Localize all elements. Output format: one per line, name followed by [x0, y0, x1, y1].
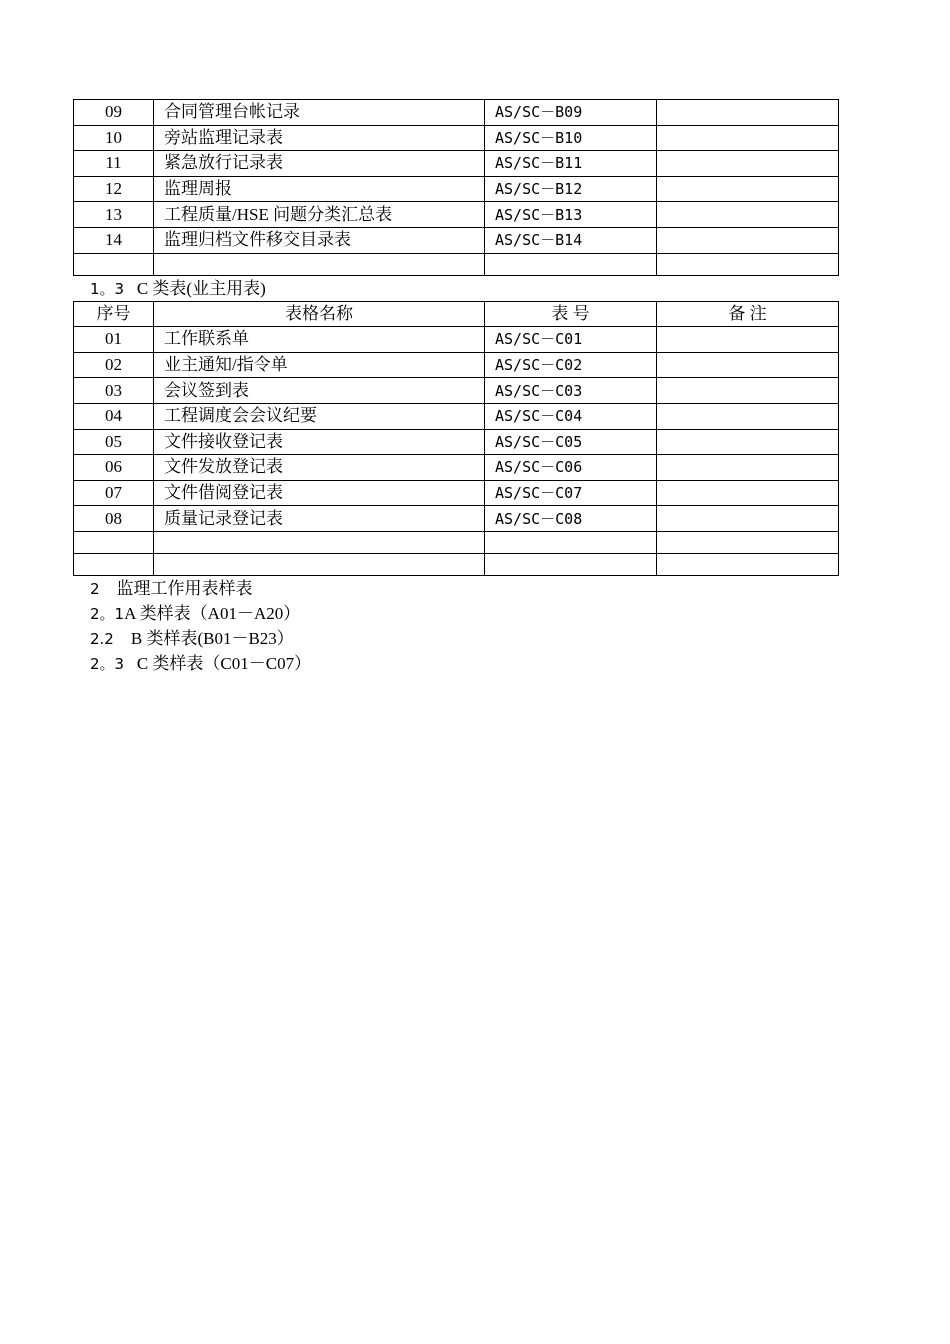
form-note: [657, 378, 839, 404]
table-row: [74, 227, 839, 253]
row-number: 13: [74, 202, 154, 228]
row-number: 06: [74, 455, 154, 481]
form-note: [657, 202, 839, 228]
row-number: 11: [74, 151, 154, 177]
form-code: AS/SC－B13: [485, 202, 657, 228]
row-number: 01: [74, 327, 154, 353]
form-name: 业主通知/指令单: [154, 352, 485, 378]
form-name: 文件发放登记表: [154, 455, 485, 481]
form-code: [485, 553, 657, 575]
row-number: 08: [74, 506, 154, 532]
form-note: [657, 455, 839, 481]
form-code: AS/SC－B10: [485, 125, 657, 151]
form-note: [657, 506, 839, 532]
form-note: [657, 352, 839, 378]
section-number: 2.2: [90, 629, 114, 648]
form-name: 会议签到表: [154, 378, 485, 404]
form-note: [657, 553, 839, 575]
row-number: [74, 253, 154, 275]
header-code: 表 号: [485, 301, 657, 327]
form-note: [657, 253, 839, 275]
row-number: [74, 553, 154, 575]
table-row: [74, 429, 839, 455]
form-name: 文件借阅登记表: [154, 480, 485, 506]
table-row: [74, 378, 839, 404]
form-code: AS/SC－C05: [485, 429, 657, 455]
section-title: A 类样表（A01－A20）: [124, 603, 301, 623]
row-number: 12: [74, 176, 154, 202]
section-number: 2: [90, 579, 100, 598]
table-row: [74, 403, 839, 429]
form-note: [657, 100, 839, 126]
table-row: [74, 455, 839, 481]
form-code: AS/SC－C03: [485, 378, 657, 404]
row-number: 05: [74, 429, 154, 455]
form-code: AS/SC－B12: [485, 176, 657, 202]
table-row: [74, 480, 839, 506]
form-note: [657, 125, 839, 151]
form-note: [657, 151, 839, 177]
form-code: AS/SC－C02: [485, 352, 657, 378]
table-row: [74, 100, 839, 126]
form-code: AS/SC－B14: [485, 227, 657, 253]
section-title: 监理工作用表样表: [116, 578, 253, 598]
row-number: 07: [74, 480, 154, 506]
row-number: 04: [74, 403, 154, 429]
form-name: 工程调度会会议纪要: [154, 403, 485, 429]
table-row: [74, 202, 839, 228]
section-number: 2。1: [90, 604, 125, 623]
subsection-heading: [73, 651, 838, 676]
row-number: 03: [74, 378, 154, 404]
table-row-empty: [74, 553, 839, 575]
form-code: [485, 253, 657, 275]
table-row-empty: [74, 253, 839, 275]
table-row: [74, 506, 839, 532]
form-code: AS/SC－C01: [485, 327, 657, 353]
section-heading-c: [73, 276, 838, 301]
form-note: [657, 429, 839, 455]
document-page: [73, 99, 838, 676]
header-no: 序号: [74, 301, 154, 327]
form-note: [657, 531, 839, 553]
form-name: 工程质量/HSE 问题分类汇总表: [154, 202, 485, 228]
subsection-heading: [73, 626, 838, 651]
form-name: 监理归档文件移交目录表: [154, 227, 485, 253]
form-name: 质量记录登记表: [154, 506, 485, 532]
form-name: 旁站监理记录表: [154, 125, 485, 151]
subsection-heading: [73, 601, 838, 626]
header-name: 表格名称: [154, 301, 485, 327]
table-row-empty: [74, 531, 839, 553]
section-number: 1。3: [90, 279, 125, 298]
row-number: 09: [74, 100, 154, 126]
row-number: [74, 531, 154, 553]
table-row: [74, 151, 839, 177]
row-number: 10: [74, 125, 154, 151]
form-name: [154, 531, 485, 553]
form-note: [657, 327, 839, 353]
form-code: [485, 531, 657, 553]
header-note: 备 注: [657, 301, 839, 327]
section-title: B 类样表(B01－B23）: [130, 628, 294, 648]
section-title: C 类样表（C01－C07）: [136, 653, 312, 673]
form-name: 文件接收登记表: [154, 429, 485, 455]
form-code: AS/SC－C08: [485, 506, 657, 532]
section-number: 2。3: [90, 654, 125, 673]
form-name: 紧急放行记录表: [154, 151, 485, 177]
form-name: 合同管理台帐记录: [154, 100, 485, 126]
form-code: AS/SC－B11: [485, 151, 657, 177]
row-number: 02: [74, 352, 154, 378]
form-note: [657, 480, 839, 506]
form-code: AS/SC－C06: [485, 455, 657, 481]
form-note: [657, 403, 839, 429]
form-code: AS/SC－C04: [485, 403, 657, 429]
form-note: [657, 227, 839, 253]
table-b-continued: [73, 99, 839, 276]
table-header-row: [74, 301, 839, 327]
table-row: [74, 327, 839, 353]
form-code: AS/SC－C07: [485, 480, 657, 506]
table-row: [74, 352, 839, 378]
form-note: [657, 176, 839, 202]
table-c: [73, 301, 839, 576]
form-name: 工作联系单: [154, 327, 485, 353]
table-row: [74, 176, 839, 202]
section-heading-2: [73, 576, 838, 601]
section-title: C 类表(业主用表): [136, 278, 266, 298]
form-name: [154, 553, 485, 575]
form-code: AS/SC－B09: [485, 100, 657, 126]
row-number: 14: [74, 227, 154, 253]
form-name: [154, 253, 485, 275]
form-name: 监理周报: [154, 176, 485, 202]
table-row: [74, 125, 839, 151]
